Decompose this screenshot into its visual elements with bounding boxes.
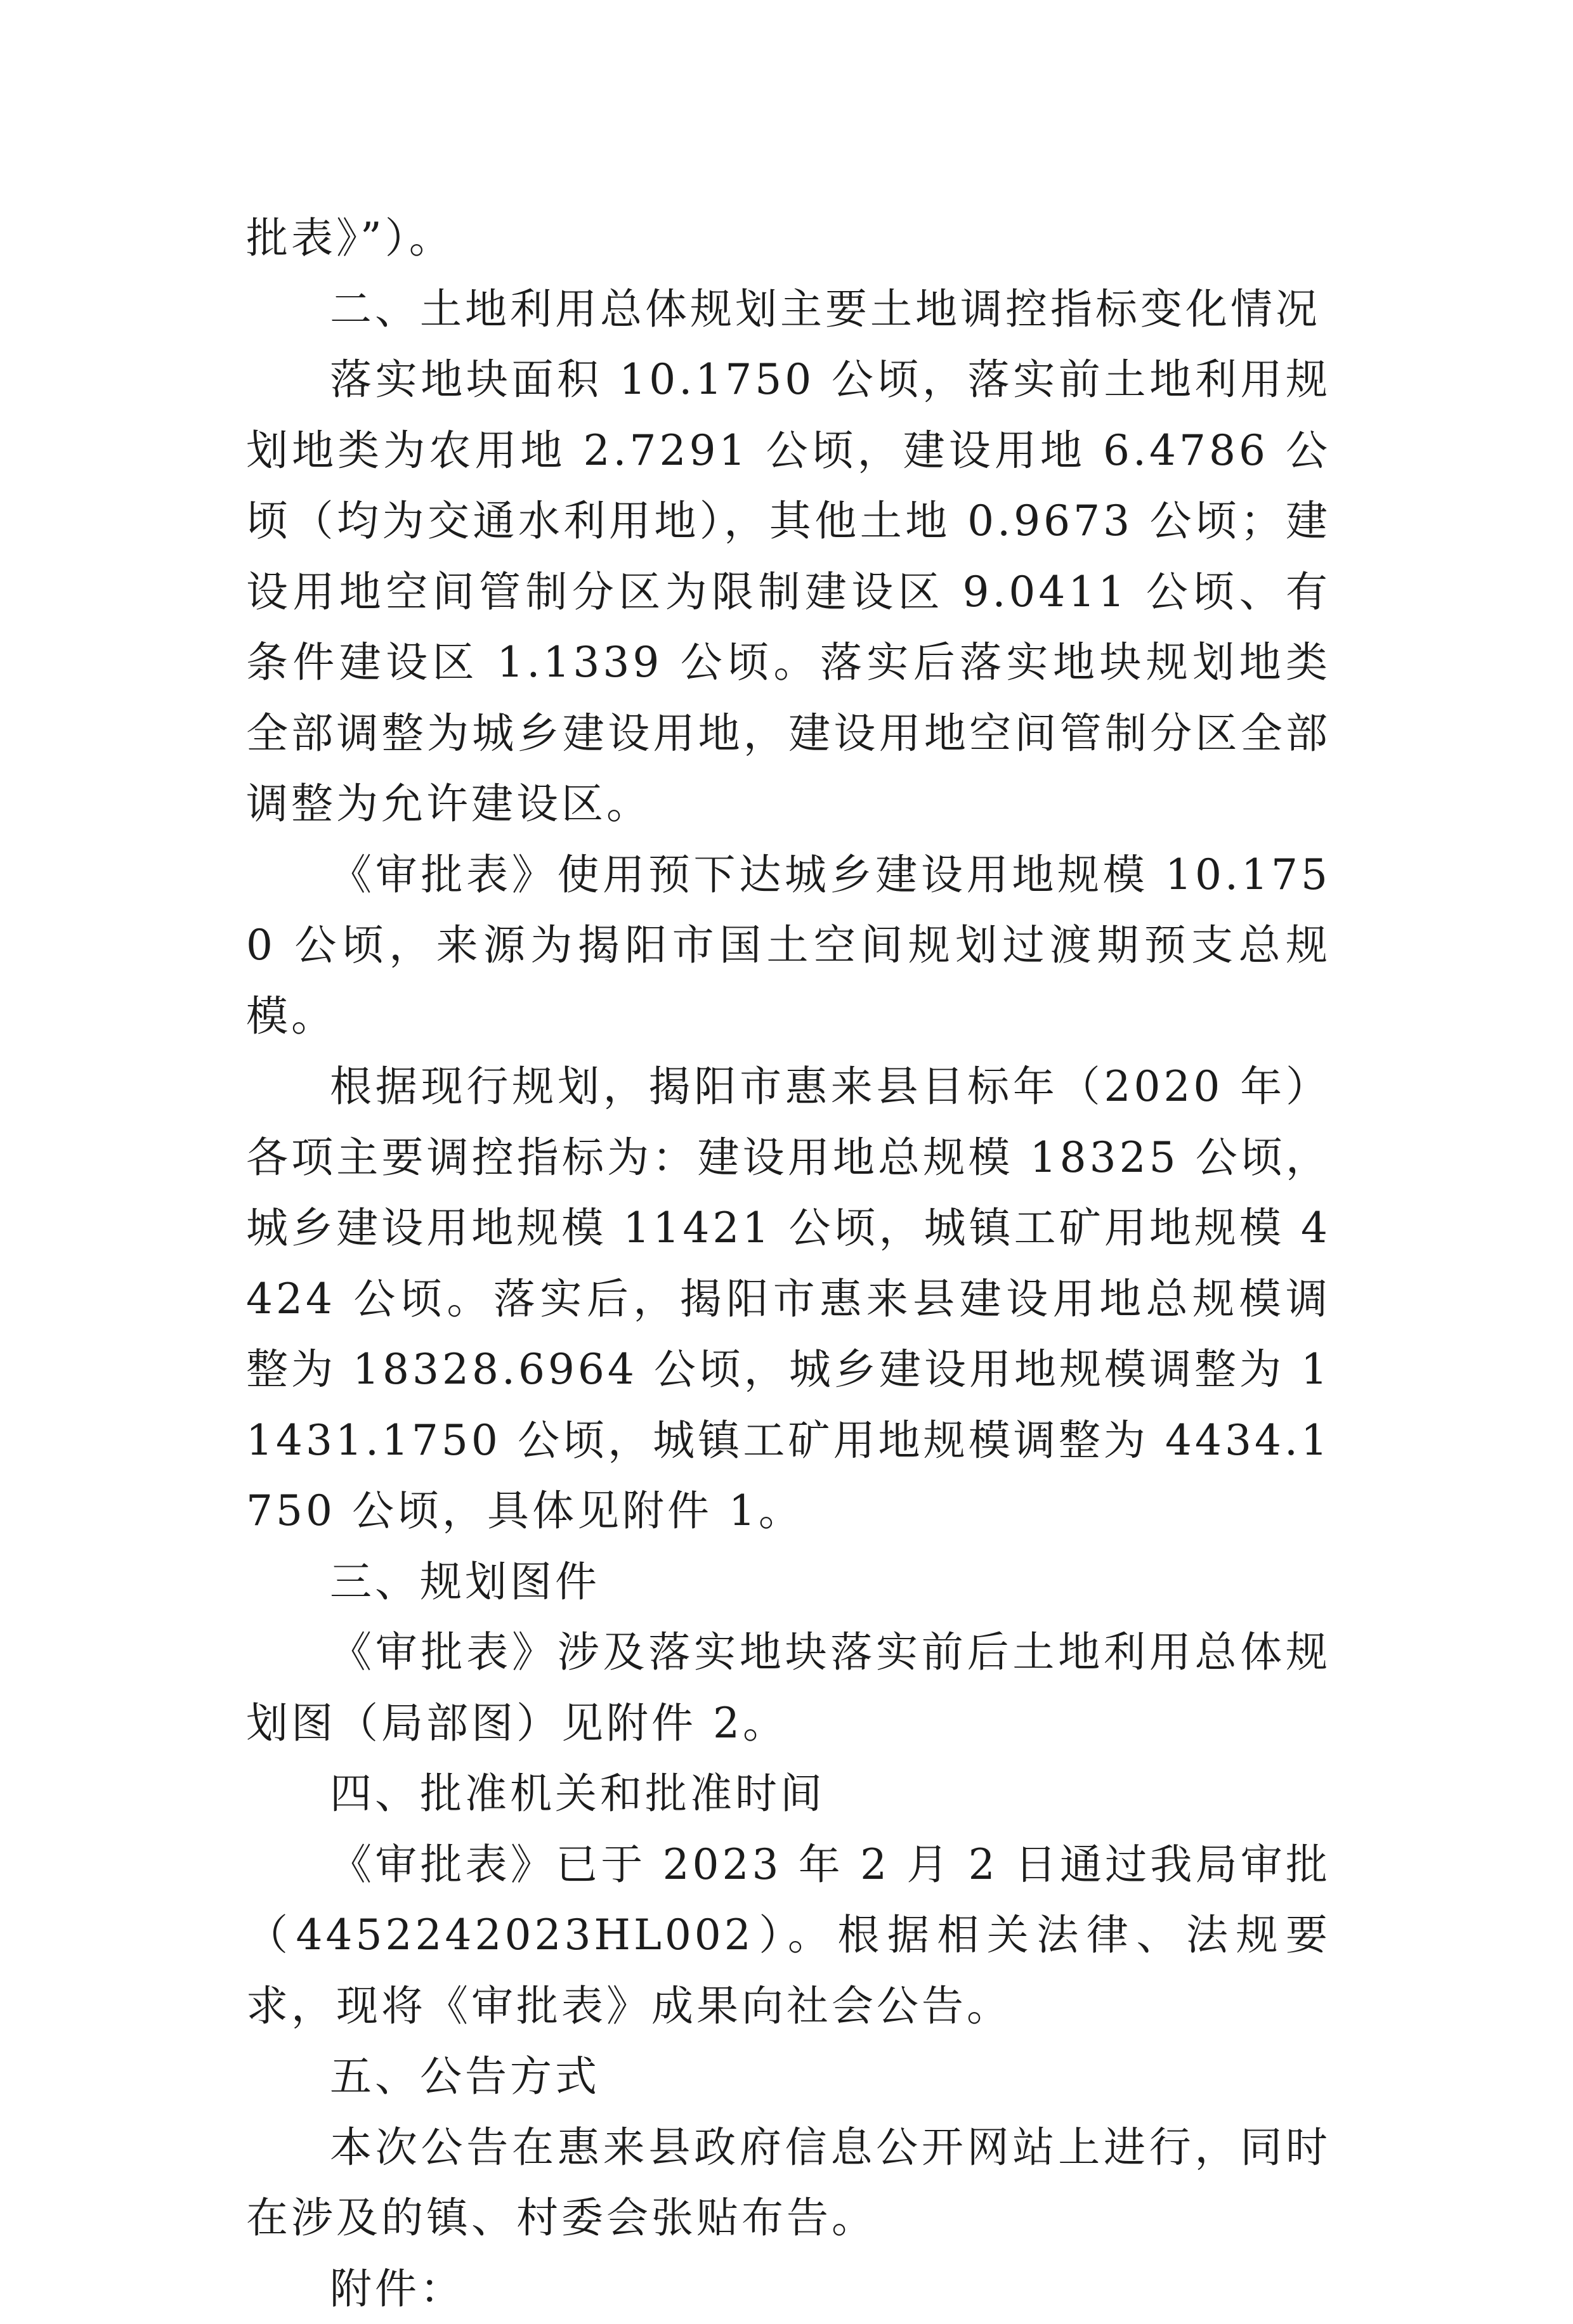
paragraph-continuation: 批表》”）。	[246, 203, 1331, 274]
section-heading-2: 二、土地利用总体规划主要土地调控指标变化情况	[246, 274, 1331, 345]
paragraph-control-indicators: 根据现行规划，揭阳市惠来县目标年（2020 年）各项主要调控指标为：建设用地总规模 18325 公顷，城乡建设用地规模 11421 公顷，城镇工矿用地规模 4424 公顷。落实后，揭阳市惠来县建设用地总规模调整为 18328.6964 公顷，城乡建设用地规模调整为 11431.1750 公顷，城镇工矿用地规模调整为 4434.1750 公顷，具体见附件 1。	[246, 1051, 1331, 1547]
attachments-label: 附件：	[246, 2254, 1331, 2324]
section-heading-4: 四、批准机关和批准时间	[246, 1758, 1331, 1829]
paragraph-approval-scale: 《审批表》使用预下达城乡建设用地规模 10.1750 公顷，来源为揭阳市国土空间规划过渡期预支总规模。	[246, 840, 1331, 1052]
document-body	[246, 203, 1331, 2324]
paragraph-planning-maps: 《审批表》涉及落实地块落实前后土地利用总体规划图（局部图）见附件 2。	[246, 1617, 1331, 1758]
section-heading-5: 五、公告方式	[246, 2041, 1331, 2112]
section-heading-3: 三、规划图件	[246, 1547, 1331, 1618]
paragraph-land-area: 落实地块面积 10.1750 公顷，落实前土地利用规划地类为农用地 2.7291 公顷，建设用地 6.4786 公顷（均为交通水利用地），其他土地 0.9673 公顷；建设用地空间管制分区为限制建设区 9.0411 公顷、有条件建设区 1.1339 公顷。落实后落实地块规划地类全部调整为城乡建设用地，建设用地空间管制分区全部调整为允许建设区。	[246, 344, 1331, 840]
paragraph-announcement-method: 本次公告在惠来县政府信息公开网站上进行，同时在涉及的镇、村委会张贴布告。	[246, 2112, 1331, 2254]
paragraph-approval-date: 《审批表》已于 2023 年 2 月 2 日通过我局审批（4452242023HL002）。根据相关法律、法规要求，现将《审批表》成果向社会公告。	[246, 1829, 1331, 2042]
